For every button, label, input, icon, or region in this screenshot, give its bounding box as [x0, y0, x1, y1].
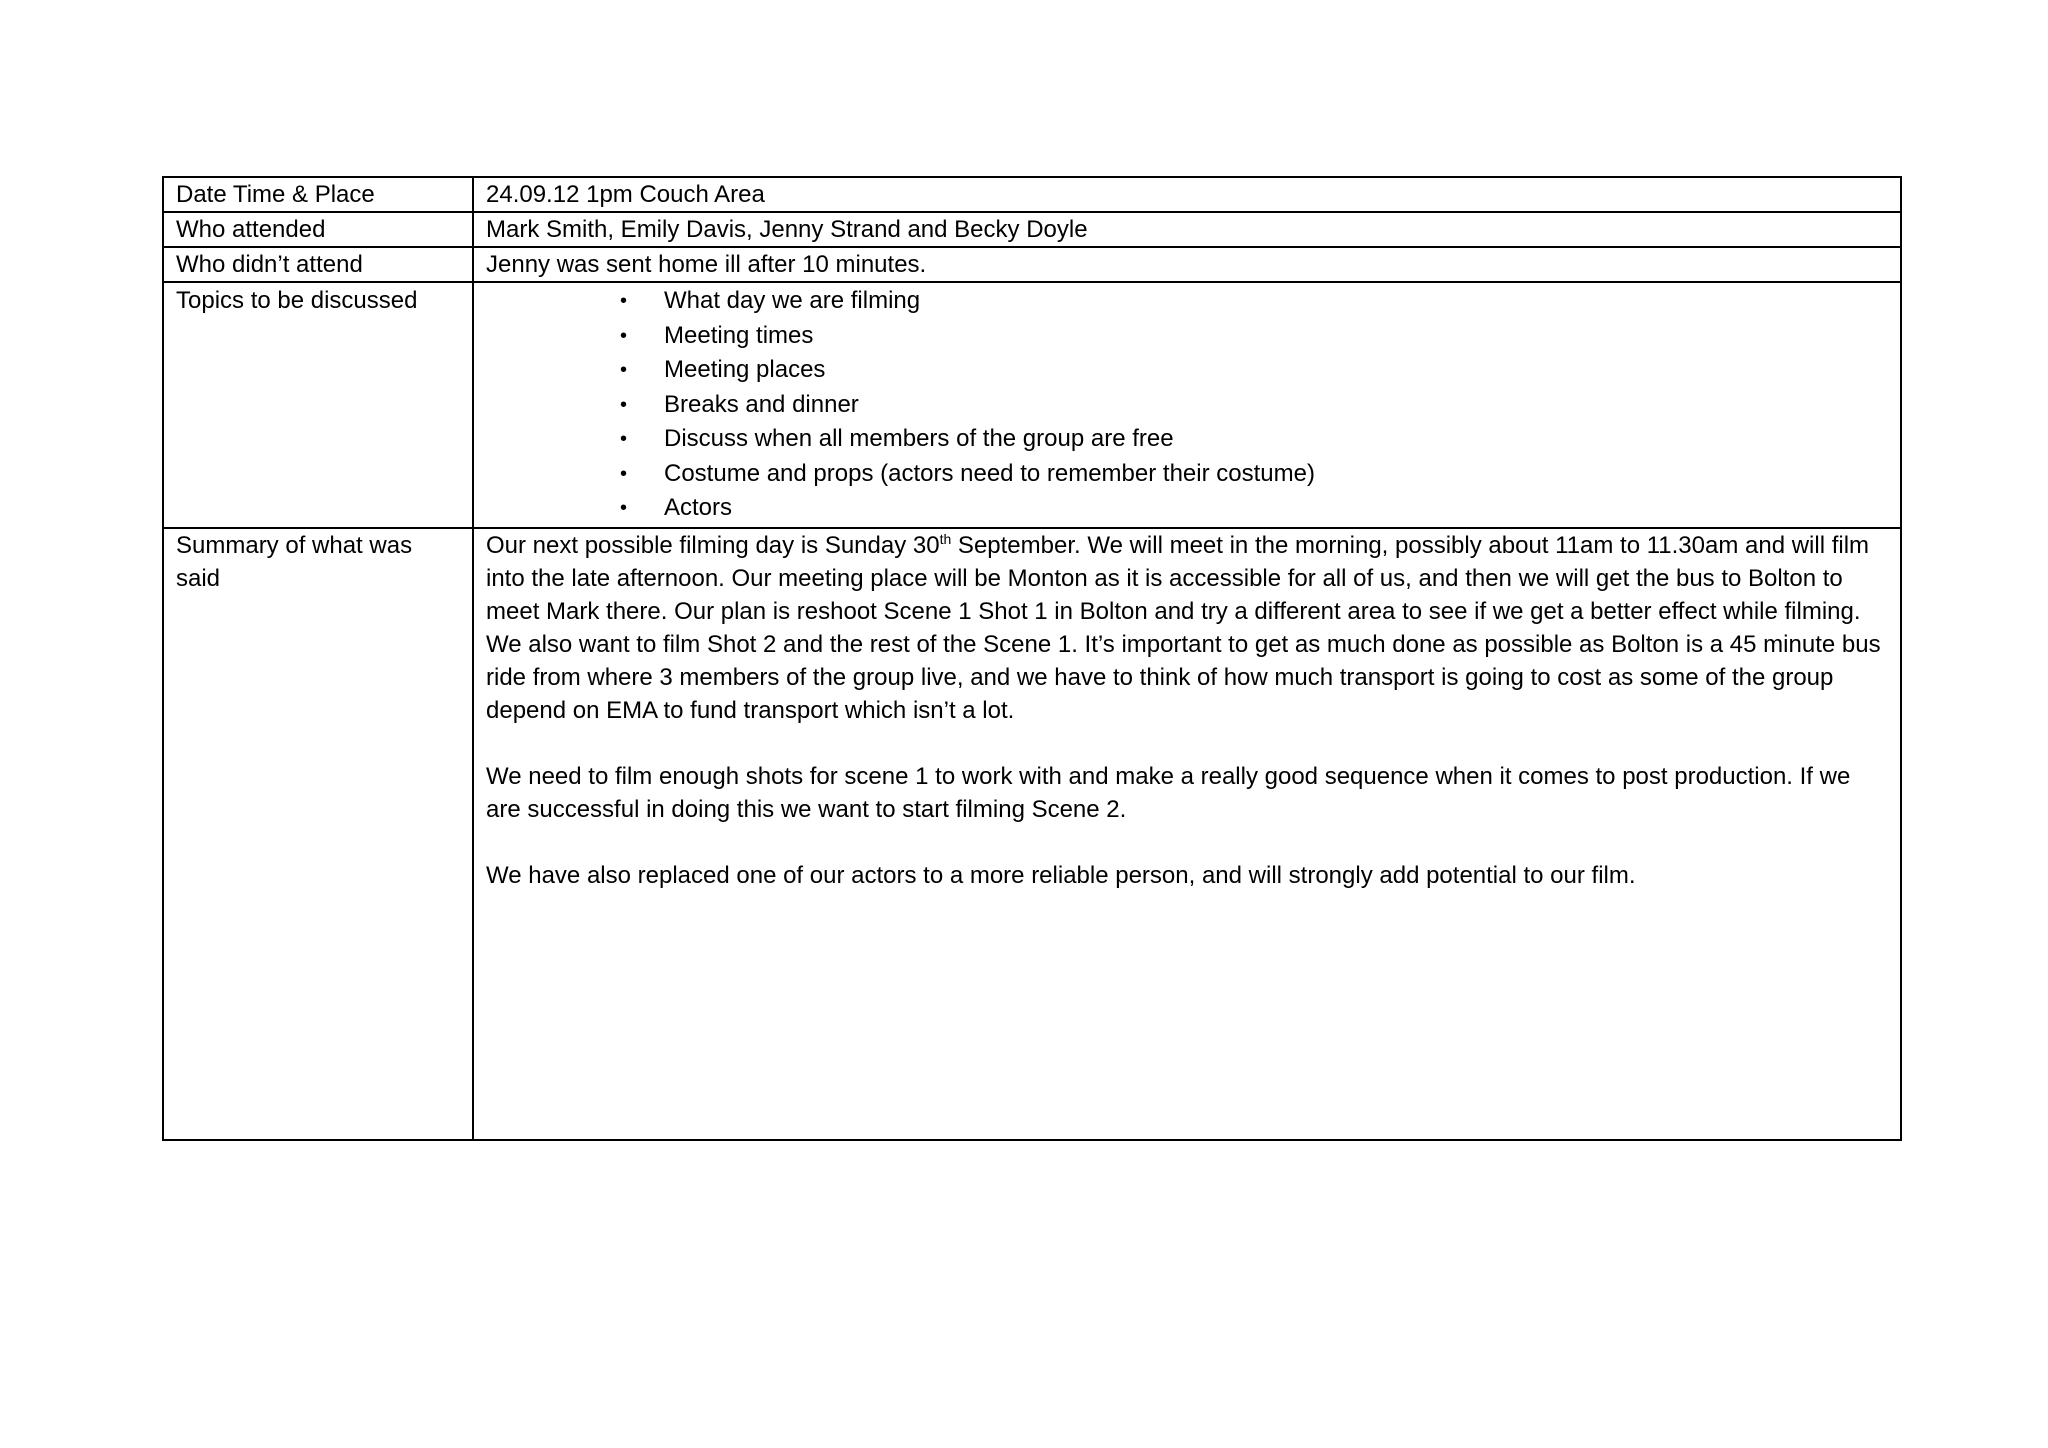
- list-item: [620, 388, 1888, 423]
- label-who-didnt-attend: Who didn’t attend: [163, 247, 473, 282]
- bullet-icon: •: [620, 290, 628, 312]
- summary-paragraph-2: We need to film enough shots for scene 1 to work with and make a really good sequence when it comes to post production. If we are successful in doing this we want to start filming Scene 2.: [486, 763, 1851, 823]
- value-topics: [473, 282, 1901, 528]
- bullet-icon: •: [620, 428, 628, 450]
- topic-text: Costume and props (actors need to remember their costume): [664, 459, 1315, 487]
- bullet-icon: •: [620, 324, 628, 347]
- row-who-didnt-attend: [163, 247, 1901, 282]
- list-item: [620, 422, 1888, 457]
- list-item: [620, 491, 1888, 526]
- value-who-attended: Mark Smith, Emily Davis, Jenny Strand and Becky Doyle: [473, 212, 1901, 247]
- value-summary: [473, 528, 1901, 1140]
- summary-paragraph-1: [486, 529, 1888, 727]
- topic-text: Meeting times: [664, 321, 814, 349]
- list-item: [620, 284, 1888, 319]
- bullet-icon: •: [620, 462, 628, 485]
- list-item: [620, 457, 1888, 492]
- value-date-time-place: 24.09.12 1pm Couch Area: [473, 177, 1901, 212]
- value-who-didnt-attend: Jenny was sent home ill after 10 minutes.: [473, 247, 1901, 282]
- label-summary: Summary of what was said: [163, 528, 473, 1140]
- summary-text: Our next possible filming day is Sunday 30: [486, 532, 940, 559]
- bullet-icon: •: [620, 393, 628, 416]
- bullet-icon: •: [620, 497, 628, 519]
- topic-text: What day we are filming: [664, 287, 921, 314]
- label-who-attended: Who attended: [163, 212, 473, 247]
- ordinal-suffix: th: [939, 531, 952, 547]
- list-item: [620, 353, 1888, 388]
- meeting-minutes-table: [162, 176, 1902, 1141]
- topic-text: Breaks and dinner: [664, 390, 859, 418]
- row-date-time-place: [163, 177, 1901, 212]
- bullet-icon: •: [620, 359, 628, 381]
- topic-list: [486, 284, 1888, 526]
- list-item: [620, 319, 1888, 354]
- label-topics: Topics to be discussed: [163, 282, 473, 528]
- summary-paragraph-3: We have also replaced one of our actors to a more reliable person, and will strongly add potential to our film.: [486, 862, 1636, 889]
- row-who-attended: [163, 212, 1901, 247]
- summary-text: September. We will meet in the morning, possibly about 11am to 11.30am and will film into the late afternoon. Our meeting place will be Monton as it is accessible for all of us, and then we will get the bus to Bolton to meet Mark there. Our plan is reshoot Scene 1 Shot 1 in Bolton and try a different area to see if we get a better effect while filming. We also want to film Shot 2 and the rest of the Scene 1. It’s important to get as much done as possible as Bolton is a 45 minute bus ride from where 3 members of the group live, and we have to think of how much transport is going to cost as some of the group depend on EMA to fund transport which isn’t a lot.: [486, 532, 1881, 724]
- topic-text: Actors: [664, 494, 733, 521]
- topic-text: Discuss when all members of the group are free: [664, 425, 1174, 452]
- topic-text: Meeting places: [664, 356, 826, 383]
- row-summary: [163, 528, 1901, 1140]
- label-date-time-place: Date Time & Place: [163, 177, 473, 212]
- row-topics: [163, 282, 1901, 528]
